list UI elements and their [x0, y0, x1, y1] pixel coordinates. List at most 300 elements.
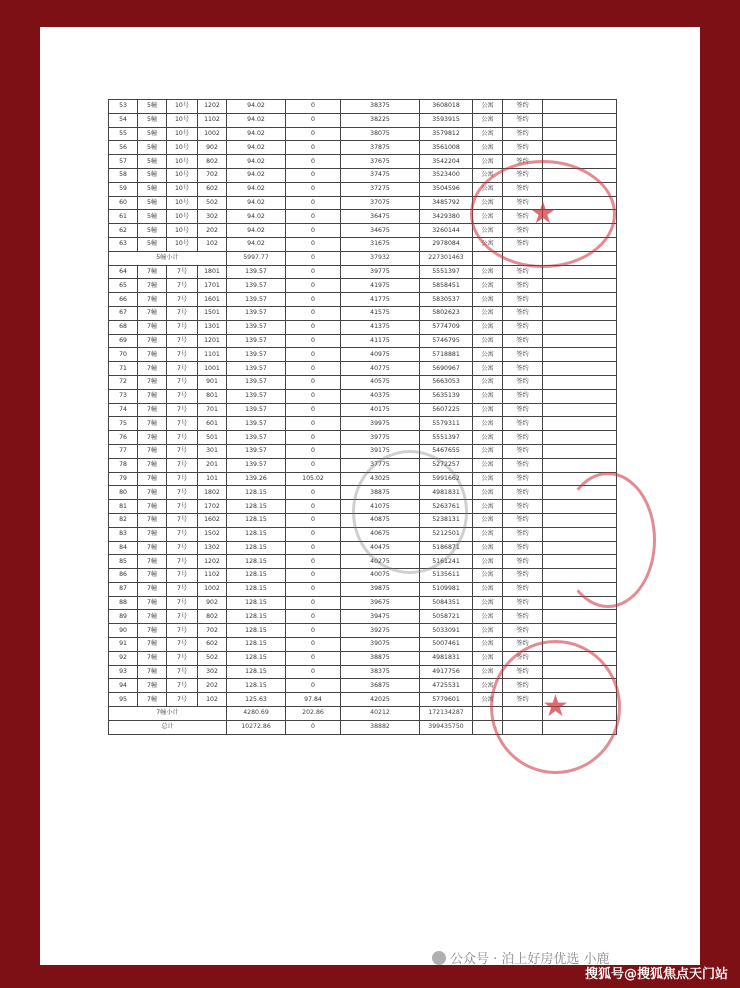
unit-price-cell: 38875: [341, 651, 420, 665]
extra-area-cell: 0: [286, 486, 341, 500]
extra-area-cell: 0: [286, 113, 341, 127]
status-cell: 签约: [503, 693, 543, 707]
row-number-cell: 75: [109, 417, 138, 431]
room-cell: 501: [198, 431, 227, 445]
building-cell: 5幢: [138, 168, 167, 182]
usage-cell: 公寓: [473, 596, 503, 610]
usage-cell: 公寓: [473, 527, 503, 541]
unit-price-cell: 37775: [341, 458, 420, 472]
table-row: [109, 596, 617, 610]
status-cell: 签约: [503, 582, 543, 596]
building-cell: 7幢: [138, 555, 167, 569]
remark-cell: [543, 665, 617, 679]
status-cell: 签约: [503, 458, 543, 472]
room-cell: 602: [198, 182, 227, 196]
room-cell: 902: [198, 141, 227, 155]
unit-cell: 10号: [167, 100, 198, 114]
table-row: [109, 582, 617, 596]
unit-cell: 7号: [167, 582, 198, 596]
total-price-cell: 4725531: [420, 679, 473, 693]
area-cell: 128.15: [227, 624, 286, 638]
building-cell: 7幢: [138, 665, 167, 679]
total-price-cell: 5579311: [420, 417, 473, 431]
status-cell: 签约: [503, 127, 543, 141]
total-price-cell: 5135611: [420, 569, 473, 583]
usage-cell: 公寓: [473, 472, 503, 486]
status-cell: 签约: [503, 472, 543, 486]
usage-cell: 公寓: [473, 348, 503, 362]
total-price-cell: 2978084: [420, 237, 473, 251]
room-cell: 101: [198, 472, 227, 486]
usage-cell: 公寓: [473, 375, 503, 389]
total-price-cell: 3608018: [420, 100, 473, 114]
room-cell: 202: [198, 679, 227, 693]
row-number-cell: 72: [109, 375, 138, 389]
room-cell: 901: [198, 375, 227, 389]
remark-cell: [543, 210, 617, 224]
extra-area-cell: 0: [286, 679, 341, 693]
usage-cell: [473, 707, 503, 721]
room-cell: 1101: [198, 348, 227, 362]
unit-cell: 7号: [167, 500, 198, 514]
building-cell: 7幢: [138, 596, 167, 610]
usage-cell: 公寓: [473, 293, 503, 307]
room-cell: 701: [198, 403, 227, 417]
remark-cell: [543, 224, 617, 238]
table-row: [109, 100, 617, 114]
table-row: [109, 224, 617, 238]
extra-area-cell: 0: [286, 720, 341, 734]
unit-cell: 7号: [167, 555, 198, 569]
total-price-cell: 5263761: [420, 500, 473, 514]
extra-area-cell: 0: [286, 541, 341, 555]
extra-area-cell: 0: [286, 306, 341, 320]
usage-cell: 公寓: [473, 265, 503, 279]
extra-area-cell: 0: [286, 638, 341, 652]
building-cell: 7幢: [138, 582, 167, 596]
status-cell: 签约: [503, 348, 543, 362]
wechat-icon: [432, 951, 446, 965]
unit-price-cell: 40375: [341, 389, 420, 403]
table-row: [109, 624, 617, 638]
room-cell: 1601: [198, 293, 227, 307]
remark-cell: [543, 679, 617, 693]
area-cell: 139.57: [227, 320, 286, 334]
extra-area-cell: 202.86: [286, 707, 341, 721]
status-cell: [503, 251, 543, 265]
unit-price-cell: 39775: [341, 265, 420, 279]
unit-cell: 7号: [167, 541, 198, 555]
total-price-cell: 5746795: [420, 334, 473, 348]
extra-area-cell: 0: [286, 569, 341, 583]
table-row: [109, 265, 617, 279]
status-cell: 签约: [503, 265, 543, 279]
table-row: [109, 306, 617, 320]
building-cell: 7幢: [138, 651, 167, 665]
usage-cell: 公寓: [473, 500, 503, 514]
status-cell: 签约: [503, 638, 543, 652]
area-cell: 139.57: [227, 375, 286, 389]
extra-area-cell: 0: [286, 513, 341, 527]
building-cell: 7幢: [138, 320, 167, 334]
usage-cell: [473, 251, 503, 265]
usage-cell: 公寓: [473, 679, 503, 693]
unit-price-cell: 41575: [341, 306, 420, 320]
table-row: [109, 444, 617, 458]
row-number-cell: 62: [109, 224, 138, 238]
extra-area-cell: 0: [286, 155, 341, 169]
unit-cell: 7号: [167, 665, 198, 679]
area-cell: 139.26: [227, 472, 286, 486]
area-cell: 94.02: [227, 196, 286, 210]
total-price-cell: 3260144: [420, 224, 473, 238]
total-price-cell: 5212501: [420, 527, 473, 541]
unit-cell: 7号: [167, 444, 198, 458]
unit-cell: 7号: [167, 679, 198, 693]
unit-cell: 7号: [167, 458, 198, 472]
room-cell: 1701: [198, 279, 227, 293]
unit-price-cell: 40212: [341, 707, 420, 721]
area-cell: 94.02: [227, 237, 286, 251]
building-cell: 7幢: [138, 362, 167, 376]
unit-cell: 10号: [167, 155, 198, 169]
area-cell: 94.02: [227, 182, 286, 196]
area-cell: 139.57: [227, 279, 286, 293]
remark-cell: [543, 237, 617, 251]
total-price-cell: 5774709: [420, 320, 473, 334]
row-number-cell: 79: [109, 472, 138, 486]
room-cell: 301: [198, 444, 227, 458]
subtotal-row: [109, 707, 617, 721]
table-row: [109, 210, 617, 224]
unit-price-cell: 37675: [341, 155, 420, 169]
building-cell: 7幢: [138, 403, 167, 417]
unit-cell: 10号: [167, 141, 198, 155]
row-number-cell: 82: [109, 513, 138, 527]
extra-area-cell: 97.84: [286, 693, 341, 707]
extra-area-cell: 0: [286, 348, 341, 362]
usage-cell: [473, 720, 503, 734]
unit-price-cell: 38375: [341, 100, 420, 114]
unit-price-cell: 41775: [341, 293, 420, 307]
area-cell: 139.57: [227, 444, 286, 458]
total-price-cell: 5830537: [420, 293, 473, 307]
area-cell: 139.57: [227, 293, 286, 307]
remark-cell: [543, 320, 617, 334]
total-price-cell: 5109981: [420, 582, 473, 596]
table-row: [109, 679, 617, 693]
remark-cell: [543, 651, 617, 665]
remark-cell: [543, 610, 617, 624]
area-cell: 128.15: [227, 486, 286, 500]
usage-cell: 公寓: [473, 458, 503, 472]
extra-area-cell: 0: [286, 293, 341, 307]
extra-area-cell: 0: [286, 431, 341, 445]
unit-cell: 7号: [167, 610, 198, 624]
usage-cell: 公寓: [473, 569, 503, 583]
usage-cell: 公寓: [473, 141, 503, 155]
extra-area-cell: 0: [286, 362, 341, 376]
usage-cell: 公寓: [473, 155, 503, 169]
remark-cell: [543, 403, 617, 417]
area-cell: 128.15: [227, 596, 286, 610]
usage-cell: 公寓: [473, 100, 503, 114]
room-cell: 1302: [198, 541, 227, 555]
room-cell: 1202: [198, 100, 227, 114]
unit-price-cell: 39775: [341, 431, 420, 445]
usage-cell: 公寓: [473, 113, 503, 127]
unit-cell: 7号: [167, 334, 198, 348]
price-list-table: [108, 99, 617, 735]
usage-cell: 公寓: [473, 334, 503, 348]
total-price-cell: 5272257: [420, 458, 473, 472]
room-cell: 502: [198, 651, 227, 665]
unit-price-cell: 36875: [341, 679, 420, 693]
table-row: [109, 472, 617, 486]
status-cell: [503, 720, 543, 734]
unit-price-cell: 37075: [341, 196, 420, 210]
table-row: [109, 293, 617, 307]
unit-price-cell: 39275: [341, 624, 420, 638]
building-cell: 7幢: [138, 348, 167, 362]
table-row: [109, 610, 617, 624]
unit-price-cell: 38882: [341, 720, 420, 734]
row-number-cell: 77: [109, 444, 138, 458]
area-cell: 125.63: [227, 693, 286, 707]
seal-star-icon: ★: [529, 196, 557, 231]
table-row: [109, 237, 617, 251]
row-number-cell: 58: [109, 168, 138, 182]
building-cell: 5幢: [138, 127, 167, 141]
unit-cell: 7号: [167, 431, 198, 445]
area-cell: 139.57: [227, 458, 286, 472]
extra-area-cell: 0: [286, 417, 341, 431]
row-number-cell: 89: [109, 610, 138, 624]
room-cell: 202: [198, 224, 227, 238]
area-cell: 128.15: [227, 665, 286, 679]
row-number-cell: 57: [109, 155, 138, 169]
building-cell: 5幢: [138, 182, 167, 196]
table-row: [109, 665, 617, 679]
remark-cell: [543, 100, 617, 114]
room-cell: 102: [198, 693, 227, 707]
building-cell: 7幢: [138, 541, 167, 555]
extra-area-cell: 0: [286, 127, 341, 141]
total-price-cell: 5033091: [420, 624, 473, 638]
usage-cell: 公寓: [473, 210, 503, 224]
row-number-cell: 63: [109, 237, 138, 251]
extra-area-cell: 0: [286, 596, 341, 610]
usage-cell: 公寓: [473, 320, 503, 334]
remark-cell: [543, 265, 617, 279]
unit-cell: 7号: [167, 486, 198, 500]
area-cell: 128.15: [227, 513, 286, 527]
unit-price-cell: 41375: [341, 320, 420, 334]
status-cell: 签约: [503, 141, 543, 155]
usage-cell: 公寓: [473, 665, 503, 679]
unit-cell: 7号: [167, 320, 198, 334]
row-number-cell: 78: [109, 458, 138, 472]
unit-price-cell: 38075: [341, 127, 420, 141]
unit-cell: 7号: [167, 362, 198, 376]
row-number-cell: 94: [109, 679, 138, 693]
area-cell: 128.15: [227, 651, 286, 665]
unit-price-cell: 36475: [341, 210, 420, 224]
unit-cell: 7号: [167, 279, 198, 293]
status-cell: 签约: [503, 210, 543, 224]
row-number-cell: 68: [109, 320, 138, 334]
remark-cell: [543, 375, 617, 389]
table-row: [109, 196, 617, 210]
table-row: [109, 375, 617, 389]
subtotal-label-cell: 5幢小计: [109, 251, 227, 265]
building-cell: 7幢: [138, 279, 167, 293]
row-number-cell: 59: [109, 182, 138, 196]
subtotal-row: [109, 251, 617, 265]
extra-area-cell: 0: [286, 403, 341, 417]
row-number-cell: 83: [109, 527, 138, 541]
area-cell: 139.57: [227, 334, 286, 348]
usage-cell: 公寓: [473, 127, 503, 141]
table-row: [109, 334, 617, 348]
usage-cell: 公寓: [473, 182, 503, 196]
total-price-cell: 5084351: [420, 596, 473, 610]
room-cell: 1002: [198, 127, 227, 141]
status-cell: 签约: [503, 100, 543, 114]
status-cell: 签约: [503, 444, 543, 458]
room-cell: 1102: [198, 569, 227, 583]
remark-cell: [543, 251, 617, 265]
usage-cell: 公寓: [473, 306, 503, 320]
remark-cell: [543, 527, 617, 541]
unit-cell: 7号: [167, 389, 198, 403]
unit-cell: 10号: [167, 127, 198, 141]
unit-price-cell: 42025: [341, 693, 420, 707]
building-cell: 5幢: [138, 113, 167, 127]
usage-cell: 公寓: [473, 555, 503, 569]
total-price-cell: 5467655: [420, 444, 473, 458]
total-price-cell: 3429380: [420, 210, 473, 224]
remark-cell: [543, 582, 617, 596]
status-cell: 签约: [503, 596, 543, 610]
total-price-cell: 5718881: [420, 348, 473, 362]
seal-star-icon: ★: [542, 689, 569, 724]
status-cell: 签约: [503, 665, 543, 679]
total-price-cell: 4917756: [420, 665, 473, 679]
building-cell: 5幢: [138, 210, 167, 224]
table-row: [109, 320, 617, 334]
row-number-cell: 92: [109, 651, 138, 665]
remark-cell: [543, 472, 617, 486]
area-cell: 139.57: [227, 403, 286, 417]
total-price-cell: 5779601: [420, 693, 473, 707]
room-cell: 1602: [198, 513, 227, 527]
building-cell: 7幢: [138, 486, 167, 500]
total-price-cell: 3542204: [420, 155, 473, 169]
room-cell: 1501: [198, 306, 227, 320]
subtotal-label-cell: 总计: [109, 720, 227, 734]
area-cell: 94.02: [227, 127, 286, 141]
unit-cell: 10号: [167, 210, 198, 224]
unit-cell: 7号: [167, 624, 198, 638]
extra-area-cell: 0: [286, 196, 341, 210]
status-cell: 签约: [503, 182, 543, 196]
row-number-cell: 53: [109, 100, 138, 114]
room-cell: 102: [198, 237, 227, 251]
room-cell: 1502: [198, 527, 227, 541]
remark-cell: [543, 596, 617, 610]
unit-price-cell: 40775: [341, 362, 420, 376]
row-number-cell: 76: [109, 431, 138, 445]
remark-cell: [543, 541, 617, 555]
area-cell: 128.15: [227, 500, 286, 514]
room-cell: 1202: [198, 555, 227, 569]
area-cell: 128.15: [227, 610, 286, 624]
row-number-cell: 67: [109, 306, 138, 320]
extra-area-cell: 105.02: [286, 472, 341, 486]
total-price-cell: 5858451: [420, 279, 473, 293]
unit-price-cell: 37475: [341, 168, 420, 182]
remark-cell: [543, 707, 617, 721]
unit-price-cell: 38375: [341, 665, 420, 679]
unit-price-cell: 39875: [341, 582, 420, 596]
row-number-cell: 91: [109, 638, 138, 652]
remark-cell: [543, 334, 617, 348]
remark-cell: [543, 486, 617, 500]
unit-price-cell: 40875: [341, 513, 420, 527]
row-number-cell: 90: [109, 624, 138, 638]
table-row: [109, 458, 617, 472]
extra-area-cell: 0: [286, 527, 341, 541]
room-cell: 1301: [198, 320, 227, 334]
total-price-cell: 172134287: [420, 707, 473, 721]
area-cell: 4280.69: [227, 707, 286, 721]
area-cell: 139.57: [227, 265, 286, 279]
unit-cell: 10号: [167, 237, 198, 251]
building-cell: 7幢: [138, 306, 167, 320]
unit-cell: 7号: [167, 596, 198, 610]
building-cell: 7幢: [138, 693, 167, 707]
area-cell: 128.15: [227, 541, 286, 555]
row-number-cell: 95: [109, 693, 138, 707]
total-price-cell: 5663053: [420, 375, 473, 389]
building-cell: 7幢: [138, 638, 167, 652]
remark-cell: [543, 279, 617, 293]
usage-cell: 公寓: [473, 444, 503, 458]
extra-area-cell: 0: [286, 210, 341, 224]
remark-cell: [543, 168, 617, 182]
unit-price-cell: 41975: [341, 279, 420, 293]
unit-cell: 10号: [167, 113, 198, 127]
status-cell: 签约: [503, 569, 543, 583]
room-cell: 802: [198, 610, 227, 624]
area-cell: 139.57: [227, 306, 286, 320]
remark-cell: [543, 458, 617, 472]
total-price-cell: 5238131: [420, 513, 473, 527]
extra-area-cell: 0: [286, 444, 341, 458]
status-cell: 签约: [503, 237, 543, 251]
status-cell: 签约: [503, 679, 543, 693]
building-cell: 7幢: [138, 569, 167, 583]
total-price-cell: 4981831: [420, 486, 473, 500]
usage-cell: 公寓: [473, 196, 503, 210]
extra-area-cell: 0: [286, 182, 341, 196]
status-cell: 签约: [503, 113, 543, 127]
usage-cell: 公寓: [473, 513, 503, 527]
unit-price-cell: 41175: [341, 334, 420, 348]
usage-cell: 公寓: [473, 279, 503, 293]
total-price-cell: 5607225: [420, 403, 473, 417]
